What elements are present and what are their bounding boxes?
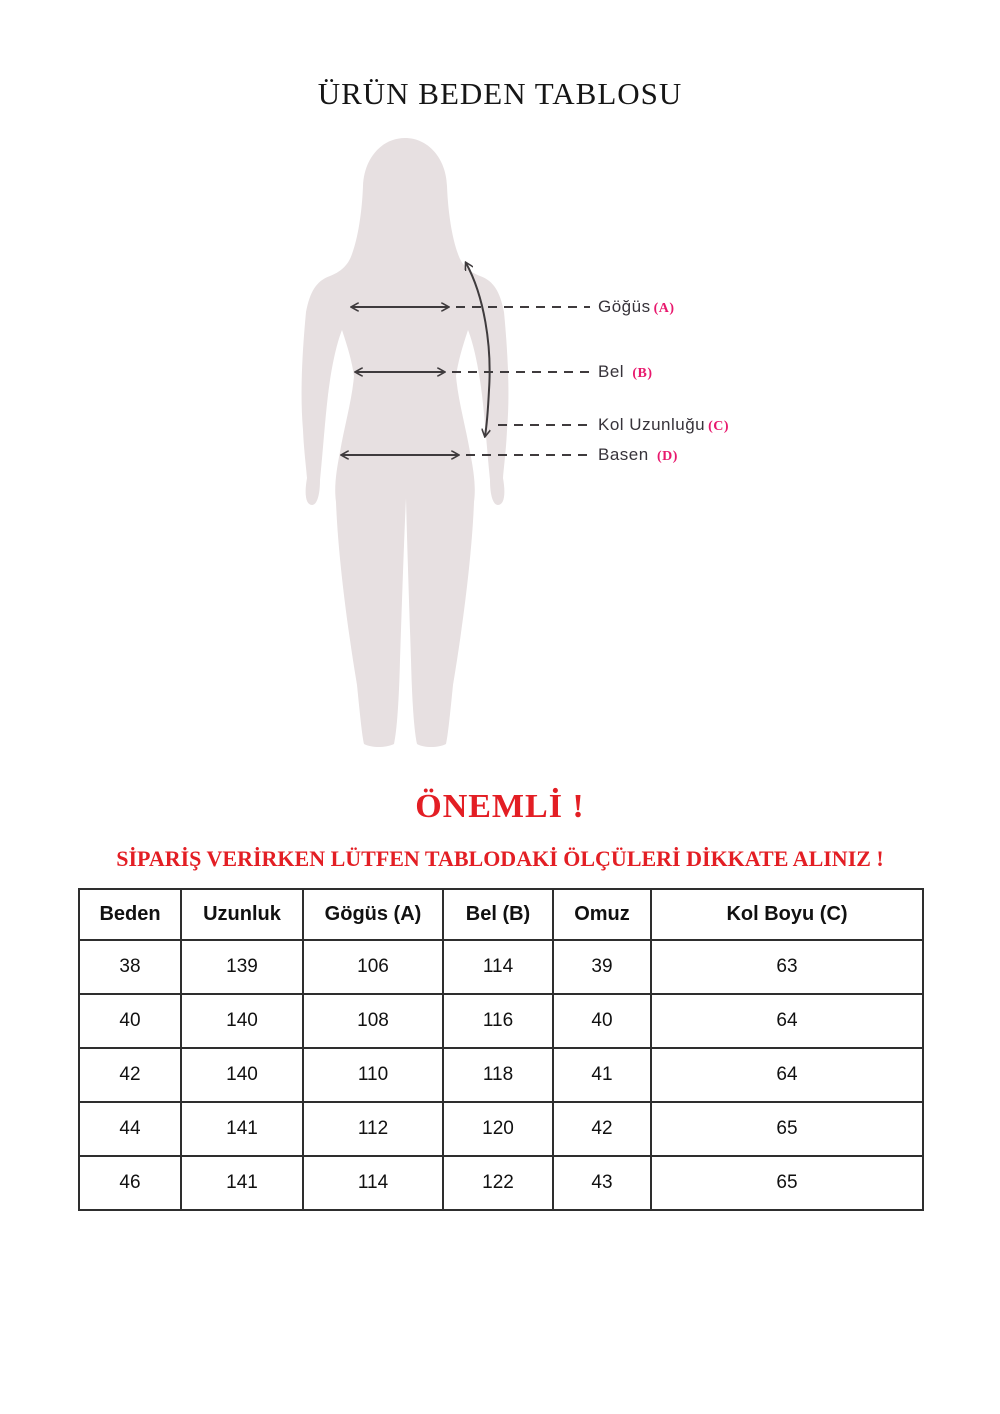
table-row — [79, 1048, 923, 1102]
waist-measure-label — [598, 361, 652, 385]
table-cell: 42 — [79, 1048, 181, 1102]
table-cell: 114 — [443, 940, 553, 994]
table-cell: 64 — [651, 994, 923, 1048]
table-cell: 39 — [553, 940, 651, 994]
table-cell: 38 — [79, 940, 181, 994]
waist-label-text: Bel — [598, 362, 625, 381]
size-table-header-row — [79, 889, 923, 940]
table-cell: 43 — [553, 1156, 651, 1210]
header-cell-kol-boyu: Kol Boyu (C) — [651, 889, 923, 940]
table-row — [79, 1156, 923, 1210]
chest-label-text: Göğüs — [598, 297, 651, 316]
table-cell: 44 — [79, 1102, 181, 1156]
header-cell-gogus: Gögüs (A) — [303, 889, 443, 940]
table-cell: 112 — [303, 1102, 443, 1156]
table-cell: 106 — [303, 940, 443, 994]
arm-length-measure-label — [598, 414, 729, 438]
table-row — [79, 940, 923, 994]
important-heading: ÖNEMLİ ! — [415, 788, 585, 825]
table-cell: 120 — [443, 1102, 553, 1156]
hip-label-code: (D) — [656, 449, 678, 464]
table-cell: 65 — [651, 1156, 923, 1210]
chest-label-code: (A) — [653, 301, 675, 316]
chest-measure-label — [598, 296, 675, 320]
table-cell: 141 — [181, 1102, 303, 1156]
body-silhouette-shape — [302, 138, 509, 747]
table-cell: 140 — [181, 994, 303, 1048]
size-table — [78, 888, 924, 1211]
table-row — [79, 1102, 923, 1156]
table-cell: 63 — [651, 940, 923, 994]
waist-label-code: (B) — [632, 366, 653, 381]
table-row — [79, 994, 923, 1048]
arm-length-label-text: Kol Uzunluğu — [598, 415, 706, 434]
table-cell: 139 — [181, 940, 303, 994]
header-cell-beden: Beden — [79, 889, 181, 940]
page-title: ÜRÜN BEDEN TABLOSU — [317, 76, 683, 111]
table-cell: 40 — [79, 994, 181, 1048]
table-cell: 116 — [443, 994, 553, 1048]
table-cell: 118 — [443, 1048, 553, 1102]
hip-label-text: Basen — [598, 445, 649, 464]
table-cell: 140 — [181, 1048, 303, 1102]
table-cell: 40 — [553, 994, 651, 1048]
hip-measure-label — [598, 444, 678, 468]
table-cell: 46 — [79, 1156, 181, 1210]
table-cell: 42 — [553, 1102, 651, 1156]
order-warning-text: SİPARİŞ VERİRKEN LÜTFEN TABLODAKİ ÖLÇÜLERİ DİKKATE ALINIZ ! — [116, 846, 884, 871]
arm-length-label-code: (C) — [708, 419, 730, 434]
table-cell: 122 — [443, 1156, 553, 1210]
header-cell-uzunluk: Uzunluk — [181, 889, 303, 940]
table-cell: 110 — [303, 1048, 443, 1102]
header-cell-bel: Bel (B) — [443, 889, 553, 940]
header-cell-omuz: Omuz — [553, 889, 651, 940]
table-cell: 114 — [303, 1156, 443, 1210]
table-cell: 108 — [303, 994, 443, 1048]
table-cell: 64 — [651, 1048, 923, 1102]
table-cell: 141 — [181, 1156, 303, 1210]
table-cell: 41 — [553, 1048, 651, 1102]
table-cell: 65 — [651, 1102, 923, 1156]
